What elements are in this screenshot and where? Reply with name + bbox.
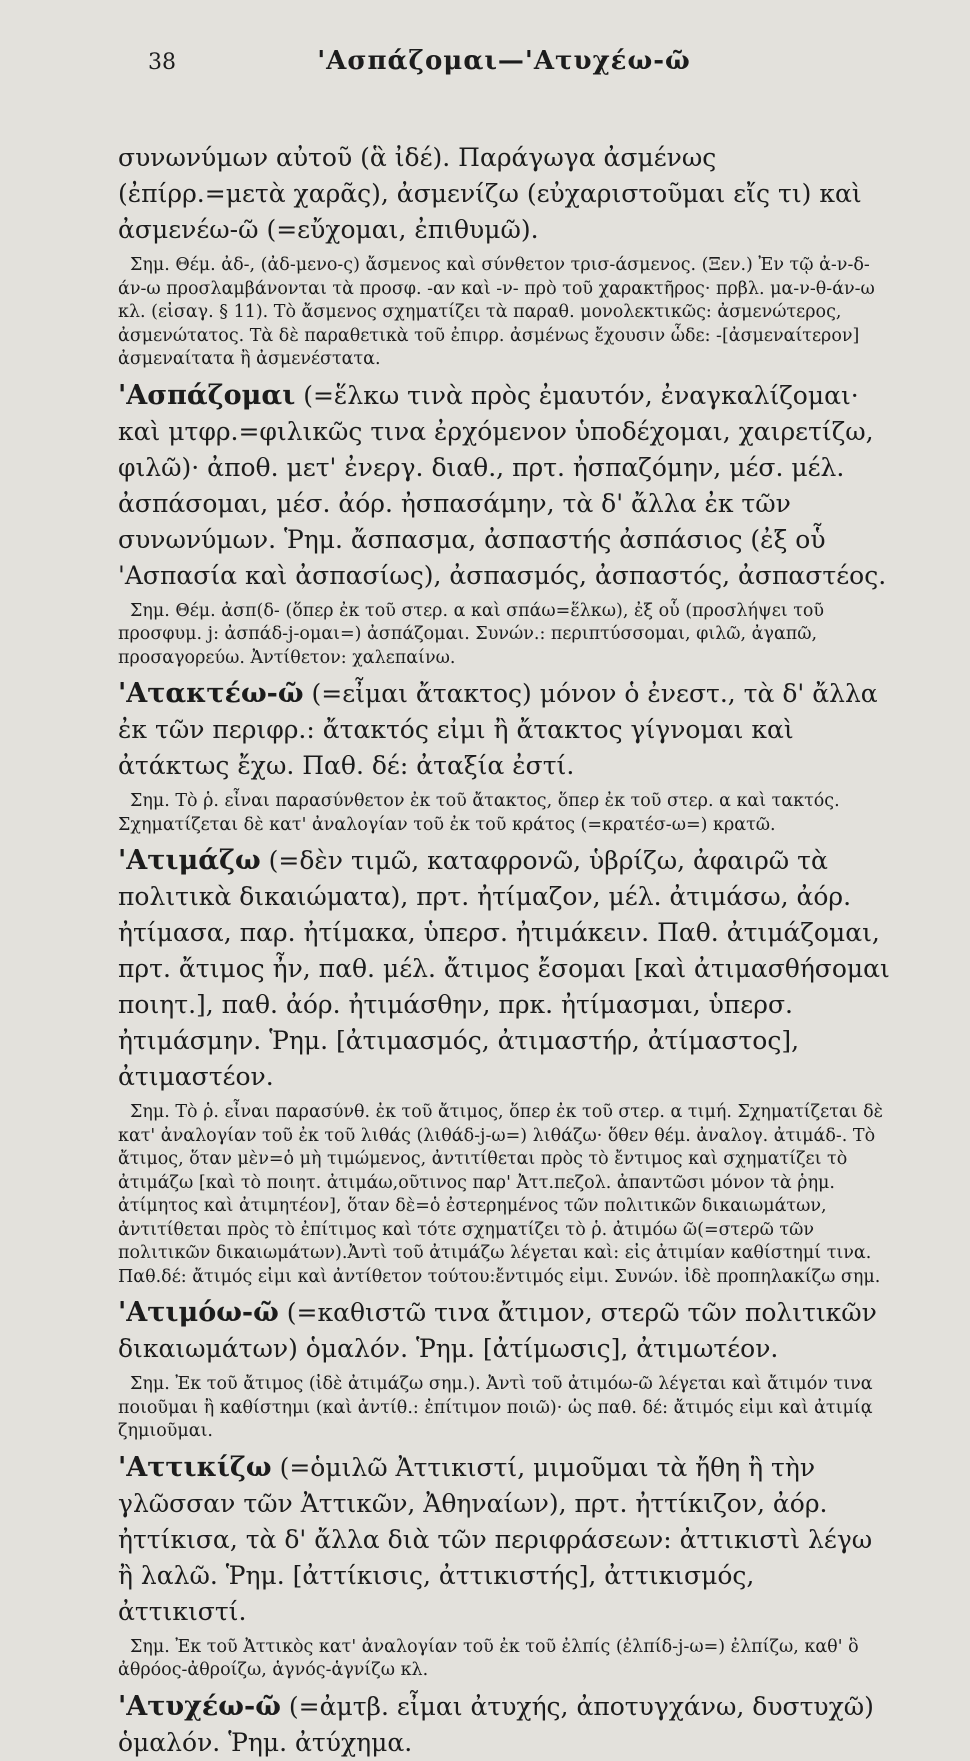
entry-headword: 'Ατυχέω-ῶ: [118, 1690, 281, 1722]
entry-headword: 'Αττικίζω: [118, 1451, 272, 1483]
paragraph-text: Σημ. Ἐκ τοῦ Ἀττικὸς κατ' ἀναλογίαν τοῦ ἐκ τοῦ ἐλπίς (ἐλπίδ-j-ω=) ἐλπίζω, καθ' ὃ ἀθρόος-ἀθροίζω, ἁγνός-ἁγνίζω κλ.: [118, 1636, 859, 1680]
paragraph-text: Σημ. Θέμ. ἀδ-, (ἀδ-μενο-ς) ἄσμενος καὶ σύνθετον τρισ-άσμενος. (Ξεν.) Ἐν τῷ ἀ-ν-δ-άν-ω προσλαμβάνονται τὰ προσφ. -αν καὶ -ν- πρὸ τοῦ χαρακτῆρος· πρβλ. μα-ν-θ-άν-ω κλ. (εἰσαγ. § 11). Τὸ ἄσμενος σχηματίζει τὰ παραθ. μονολεκτικῶς: ἀσμενώτερος, ἀσμενώτατος. Τὰ δὲ παραθετικὰ τοῦ ἐπιρρ. ἀσμένως ἔχουσιν ὧδε: -[ἀσμεναίτερον] ἀσμεναίτατα ἢ ἀσμενέστατα.: [118, 255, 875, 369]
dictionary-entry: [118, 1689, 890, 1761]
note-paragraph: [118, 1101, 890, 1289]
entry-headword: 'Ατιμόω-ῶ: [118, 1297, 279, 1328]
dictionary-entry: [118, 676, 890, 784]
entry-headword: 'Ατακτέω-ῶ: [118, 678, 304, 709]
paragraph-text: (=ἕλκω τινὰ πρὸς ἐμαυτόν, ἐναγκαλίζομαι· καὶ μτφρ.=φιλικῶς τινα ἐρχόμενον ὑποδέχομαι, χαιρετίζω, φιλῶ)· ἀποθ. μετ' ἐνεργ. διαθ., πρτ. ἠσπαζόμην, μέσ. μέλ. ἀσπάσομαι, μέσ. ἀόρ. ἠσπασάμην, τὰ δ' ἄλλα ἐκ τῶν συνωνύμων. Ῥημ. ἄσπασμα, ἀσπαστής ἀσπάσιος (ἐξ οὗ 'Ασπασία καὶ ἀσπασίως), ἀσπασμός, ἀσπαστός, ἀσπαστέος.: [118, 380, 887, 590]
note-paragraph: [118, 790, 890, 837]
entry-text: [118, 140, 890, 248]
page-header: [118, 40, 890, 88]
note-paragraph: [118, 1636, 890, 1683]
dictionary-entry: [118, 1295, 890, 1367]
paragraph-text: Σημ. Θέμ. ἀσπ(δ- (ὅπερ ἐκ τοῦ στερ. α καὶ σπάω=ἕλκω), ἐξ οὗ (προσλήψει τοῦ προσφυμ. j: ἀσπάδ-j-ομαι=) ἀσπάζομαι. Συνών.: περιπτύσσομαι, φιλῶ, ἀγαπῶ, προσαγορεύω. Ἀντίθετον: χαλεπαίνω.: [118, 600, 825, 668]
paragraph-text: Σημ. Ἐκ τοῦ ἄτιμος (ἰδὲ ἀτιμάζω σημ.). Ἀντὶ τοῦ ἀτιμόω-ῶ λέγεται καὶ ἄτιμόν τινα ποιοῦμαι ἢ καθίστημι (καὶ ἀντίθ.: ἐπίτιμον ποιῶ)· ὡς παθ. δέ: ἄτιμός εἰμι καὶ ἀτιμίᾳ ζημιοῦμαι.: [118, 1374, 873, 1441]
paragraph-text: (=ὁμιλῶ Ἀττικιστί, μιμοῦμαι τὰ ἤθη ἢ τὴν γλῶσσαν τῶν Ἀττικῶν, Ἀθηναίων), πρτ. ἠττίκιζον, ἀόρ. ἠττίκισα, τὰ δ' ἄλλα διὰ τῶν περιφράσεων: ἀττικιστὶ λέγω ἢ λαλῶ. Ῥημ. [ἀττίκισις, ἀττικιστής], ἀττικισμός, ἀττικιστί.: [118, 1452, 873, 1626]
paragraph-text: (=ἀμτβ. εἶμαι ἀτυχής, ἀποτυγχάνω, δυστυχῶ) ὁμαλόν. Ῥημ. ἀτύχημα.: [118, 1691, 874, 1757]
note-paragraph: [118, 600, 890, 671]
dictionary-entry: [118, 378, 890, 594]
entry-headword: 'Ατιμάζω: [118, 845, 261, 876]
entry-headword: 'Ασπάζομαι: [118, 379, 296, 411]
dictionary-entry: [118, 843, 890, 1095]
running-title: 'Ασπάζομαι—'Ατυχέω-ῶ: [317, 46, 691, 76]
page-number: 38: [148, 50, 176, 75]
paragraph-text: συνωνύμων αὐτοῦ (ἃ ἰδέ). Παράγωγα ἀσμένως (ἐπίρρ.=μετὰ χαρᾶς), ἀσμενίζω (εὐχαριστοῦμαι εἴς τι) καὶ ἀσμενέω-ῶ (=εὔχομαι, ἐπιθυμῶ).: [118, 143, 862, 244]
dictionary-entry: [118, 1450, 890, 1630]
note-paragraph: [118, 254, 890, 372]
paragraph-text: (=καθιστῶ τινα ἄτιμον, στερῶ τῶν πολιτικῶν δικαιωμάτων) ὁμαλόν. Ῥημ. [ἀτίμωσις], ἀτιμωτέον.: [118, 1298, 877, 1363]
paragraph-text: (=δὲν τιμῶ, καταφρονῶ, ὑβρίζω, ἀφαιρῶ τὰ πολιτικὰ δικαιώματα), πρτ. ἠτίμαζον, μέλ. ἀτιμάσω, ἀόρ. ἠτίμασα, παρ. ἠτίμακα, ὑπερσ. ἠτιμάκειν. Παθ. ἀτιμάζομαι, πρτ. ἄτιμος ἦν, παθ. μέλ. ἄτιμος ἔσομαι [καὶ ἀτιμασθήσομαι ποιητ.], παθ. ἀόρ. ἠτιμάσθην, πρκ. ἠτίμασμαι, ὑπερσ. ἠτιμάσμην. Ῥημ. [ἀτιμασμός, ἀτιμαστήρ, ἀτίμαστος], ἀτιμαστέον.: [118, 846, 890, 1091]
note-paragraph: [118, 1373, 890, 1444]
paragraph-text: Σημ. Τὸ ῥ. εἶναι παρασύνθετον ἐκ τοῦ ἄτακτος, ὅπερ ἐκ τοῦ στερ. α καὶ τακτός. Σχηματίζεται δὲ κατ' ἀναλογίαν τοῦ ἐκ τοῦ κράτος (=κρατέσ-ω=) κρατῶ.: [118, 791, 840, 835]
page-body: [118, 140, 890, 1761]
paragraph-text: (=εἶμαι ἄτακτος) μόνον ὁ ἐνεστ., τὰ δ' ἄλλα ἐκ τῶν περιφρ.: ἄτακτός εἰμι ἢ ἄτακτος γίγνομαι καὶ ἀτάκτως ἔχω. Παθ. δέ: ἀταξία ἐστί.: [118, 679, 878, 780]
paragraph-text: Σημ. Τὸ ῥ. εἶναι παρασύνθ. ἐκ τοῦ ἄτιμος, ὅπερ ἐκ τοῦ στερ. α τιμή. Σχηματίζεται δὲ κατ' ἀναλογίαν τοῦ ἐκ τοῦ λιθάς (λιθάδ-j-ω=) λιθάζω· ὅθεν θέμ. ἀναλογ. ἀτιμάδ-. Τὸ ἄτιμος, ὅταν μὲν=ὁ μὴ τιμώμενος, ἀντιτίθεται πρὸς τὸ ἔντιμος καὶ σχηματίζει τὸ ἀτιμάζω [καὶ τὸ ποιητ. ἀτιμάω,οῦτινος παρ' Ἀττ.πεζολ. ἀπαντῶσι μόνον τὰ ῥημ. ἀτίμητος καὶ ἀτιμητέον], ὅταν δὲ=ὁ ἐστερημένος τῶν πολιτικῶν δικαιωμάτων, ἀντιτίθεται πρὸς τὸ ἐπίτιμος καὶ τότε σχηματίζει τὸ ῥ. ἀτιμόω ῶ(=στερῶ τῶν πολιτικῶν δικαιωμάτων).Ἀντὶ τοῦ ἀτιμάζω λέγεται καὶ: εἰς ἀτιμίαν καθίστημί τινα. Παθ.δέ: ἄτιμός εἰμι καὶ ἀντίθετον τούτου:ἔντιμός εἰμι. Συνών. ἰδὲ προπηλακίζω σημ.: [118, 1102, 884, 1287]
